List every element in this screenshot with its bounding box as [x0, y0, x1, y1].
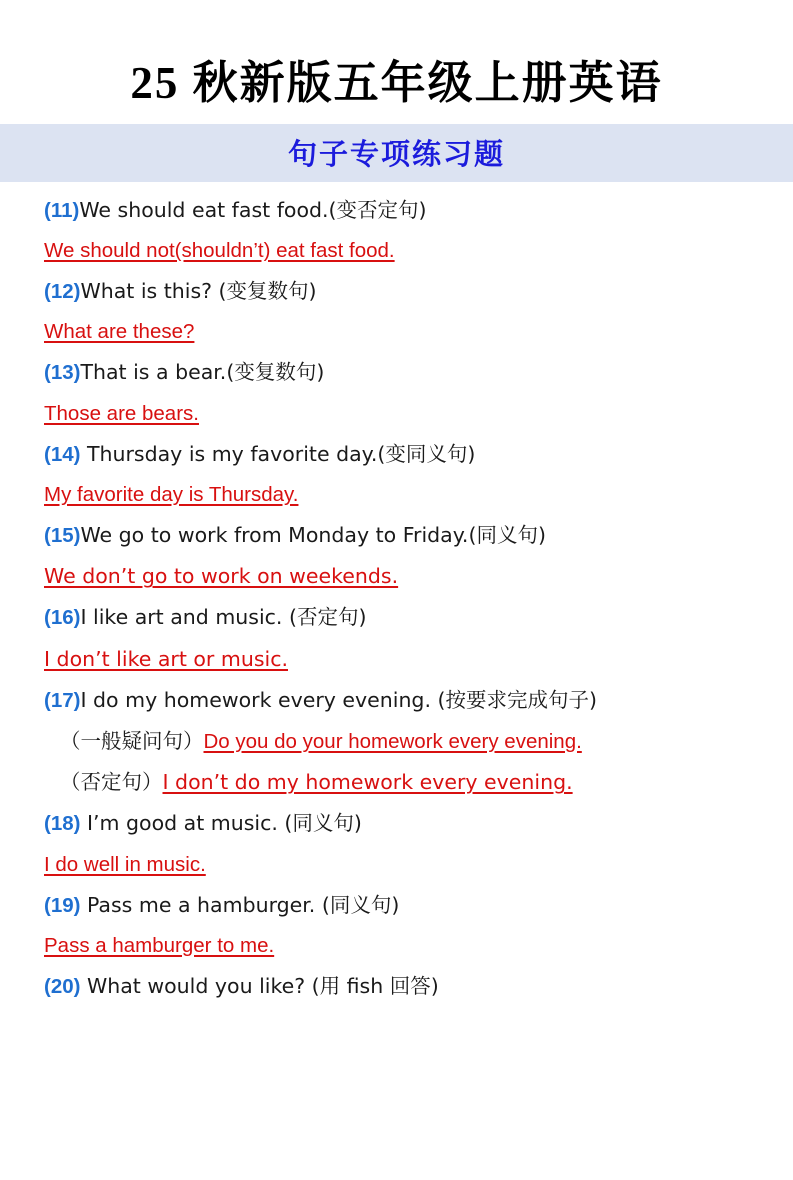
- question-number: (15): [44, 524, 81, 548]
- page-subtitle: 句子专项练习题: [287, 139, 505, 172]
- answer-line: [44, 926, 749, 966]
- question-text: What is this? (变复数句): [80, 279, 317, 304]
- question-number: (12): [44, 280, 81, 304]
- question-text: I like art and music. (否定句): [80, 605, 367, 630]
- question-line: [44, 803, 749, 844]
- answer-text: What are these?: [44, 320, 195, 344]
- question-number: (16): [44, 606, 81, 630]
- answer-line: [44, 845, 749, 885]
- question-text: What would you like? (用 fish 回答): [80, 974, 439, 999]
- exercise-list: [0, 182, 793, 1007]
- question-number: (20): [44, 975, 81, 999]
- answer-text: We don’t go to work on weekends.: [44, 564, 399, 589]
- answer-line: [44, 475, 749, 515]
- question-number: (17): [44, 688, 81, 712]
- question-line: [44, 190, 749, 231]
- question-line: [44, 352, 749, 393]
- question-number: (11): [44, 198, 80, 222]
- answer-line: [44, 312, 749, 352]
- answer-text: I don’t like art or music.: [44, 646, 288, 671]
- question-number: (19): [44, 893, 81, 917]
- sub-prompt: （一般疑问句）: [60, 728, 204, 753]
- question-line: [44, 597, 749, 638]
- question-text: Pass me a hamburger. (同义句): [80, 892, 400, 917]
- question-line: [44, 434, 749, 475]
- answer-line: [44, 639, 749, 680]
- answer-line: [44, 231, 749, 271]
- sub-prompt: （否定句）: [60, 770, 163, 795]
- question-line: [44, 885, 749, 926]
- answer-text: We should not(shouldn’t) eat fast food.: [44, 238, 395, 262]
- answer-line: [44, 556, 749, 597]
- page-title: 25 秋新版五年级上册英语: [130, 58, 663, 108]
- question-number: (18): [44, 812, 81, 836]
- question-line: [44, 271, 749, 312]
- question-number: (14): [44, 442, 81, 466]
- question-text: I do my homework every evening. (按要求完成句子): [80, 687, 597, 712]
- answer-line: [44, 394, 749, 434]
- sub-answer-line: [44, 762, 749, 803]
- answer-text: I do well in music.: [44, 852, 206, 876]
- sub-answer-line: [44, 721, 749, 762]
- answer-text: Those are bears.: [44, 401, 199, 425]
- question-line: [44, 515, 749, 556]
- question-line: [44, 966, 749, 1007]
- answer-text: I don’t do my homework every evening.: [162, 770, 573, 795]
- question-text: We go to work from Monday to Friday.(同义句): [80, 523, 546, 548]
- question-line: [44, 680, 749, 721]
- answer-text: Do you do your homework every evening.: [203, 729, 582, 753]
- question-text: Thursday is my favorite day.(变同义句): [80, 441, 476, 466]
- worksheet-page: [0, 58, 793, 1180]
- answer-text: My favorite day is Thursday.: [44, 482, 299, 506]
- question-number: (13): [44, 361, 81, 385]
- subtitle-band: [0, 124, 793, 182]
- question-text: We should eat fast food.(变否定句): [79, 197, 427, 222]
- question-text: I’m good at music. (同义句): [80, 811, 362, 836]
- question-text: That is a bear.(变复数句): [80, 360, 325, 385]
- answer-text: Pass a hamburger to me.: [44, 933, 275, 957]
